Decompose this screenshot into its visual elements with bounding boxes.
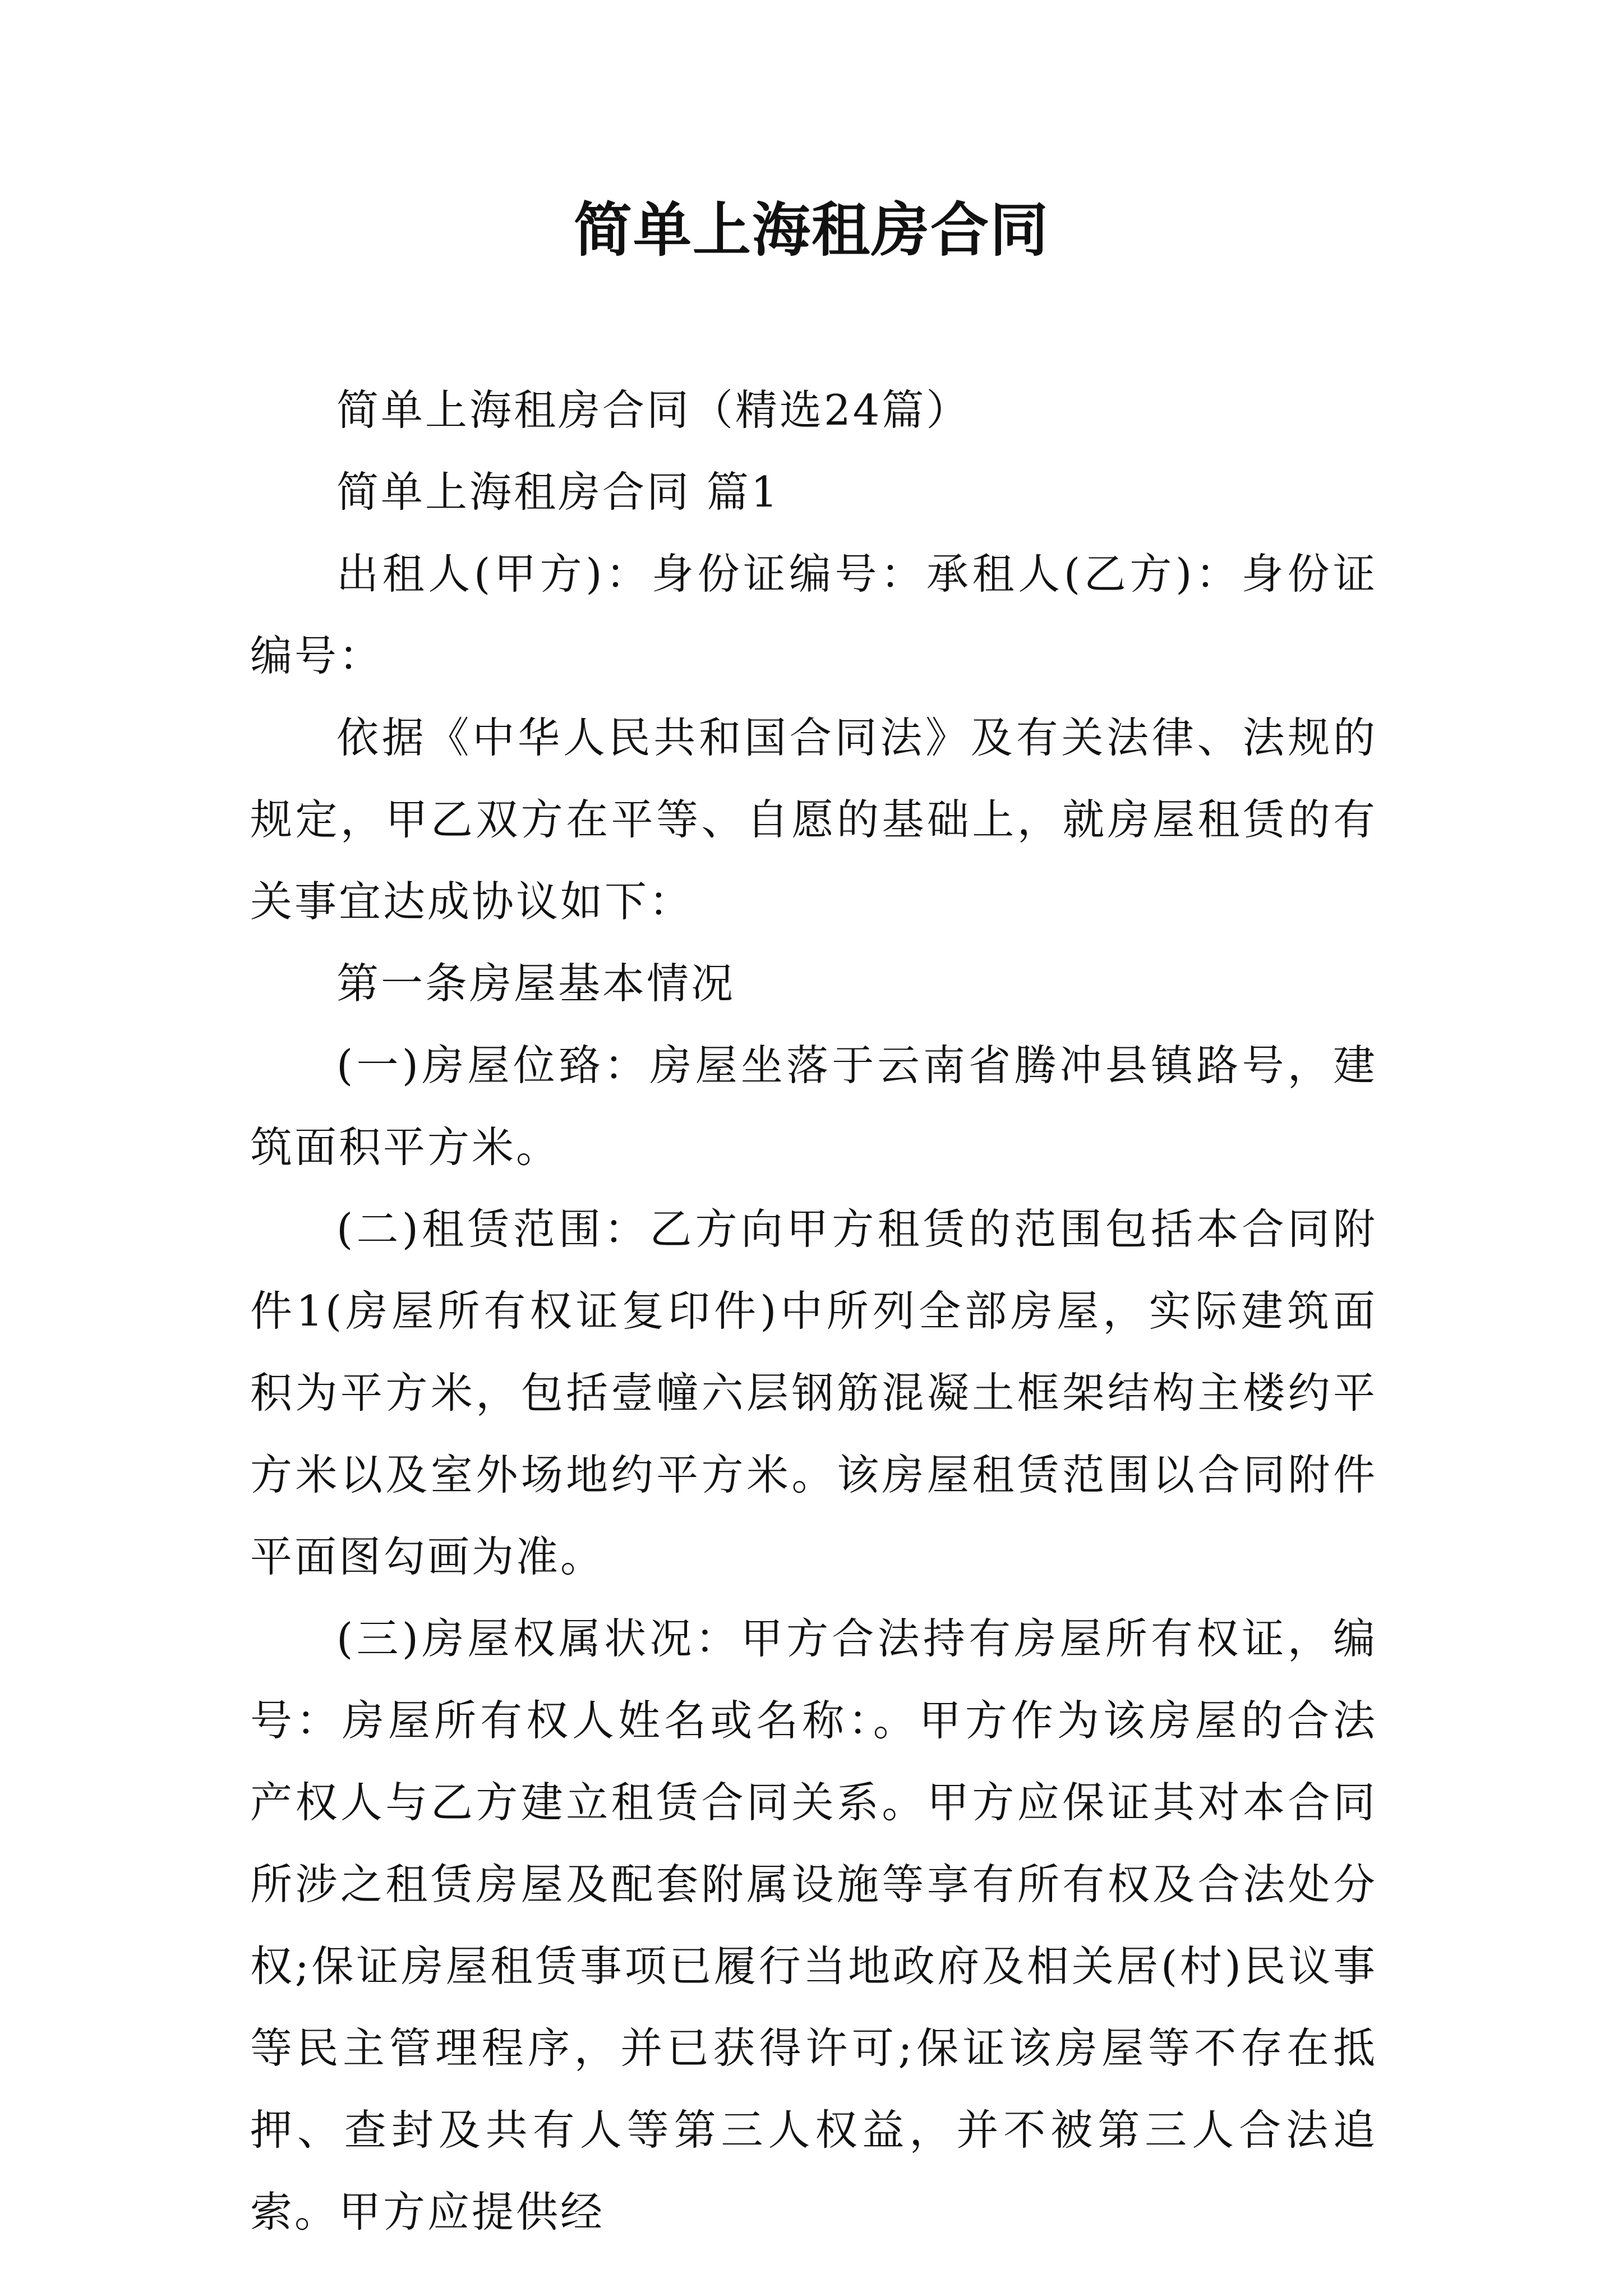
paragraph-section-heading: 简单上海租房合同 篇1: [336, 467, 780, 517]
paragraph-ownership-status: (三)房屋权属状况：甲方合法持有房屋所有权证，编号：房屋所有权人姓名或名称：。甲方作为该房屋的合法产权人与乙方建立租赁合同关系。甲方应保证其对本合同所涉之租赁房屋及配套附属设施等享有所有权及合法处分权;保证房屋租赁事项已履行当地政府及相关居(村)民议事等民主管理程序，并已获得许可;保证该房屋等不存在抵押、查封及共有人等第三人权益，并不被第三人合法追索。甲方应提供经: [250, 1614, 1377, 2237]
paragraph-parties: 出租人(甲方)：身份证编号：承租人(乙方)：身份证编号：: [250, 549, 1377, 680]
paragraph-subtitle: 简单上海租房合同（精选24篇）: [336, 385, 971, 435]
paragraph-lease-scope: (二)租赁范围：乙方向甲方租赁的范围包括本合同附件1(房屋所有权证复印件)中所列全部房屋，实际建筑面积为平方米，包括壹幢六层钢筋混凝土框架结构主楼约平方米以及室外场地约平方米。该房屋租赁范围以合同附件平面图勾画为准。: [250, 1204, 1377, 1581]
paragraph-house-location: (一)房屋位臵：房屋坐落于云南省腾冲县镇路号，建筑面积平方米。: [250, 1041, 1377, 1172]
paragraph-article-1-heading: 第一条房屋基本情况: [336, 959, 736, 1008]
document-title: 简单上海租房合同: [573, 195, 1049, 264]
document-body: [250, 369, 1377, 2253]
paragraph-preamble: 依据《中华人民共和国合同法》及有关法律、法规的规定，甲乙双方在平等、自愿的基础上，就房屋租赁的有关事宜达成协议如下：: [250, 713, 1377, 926]
